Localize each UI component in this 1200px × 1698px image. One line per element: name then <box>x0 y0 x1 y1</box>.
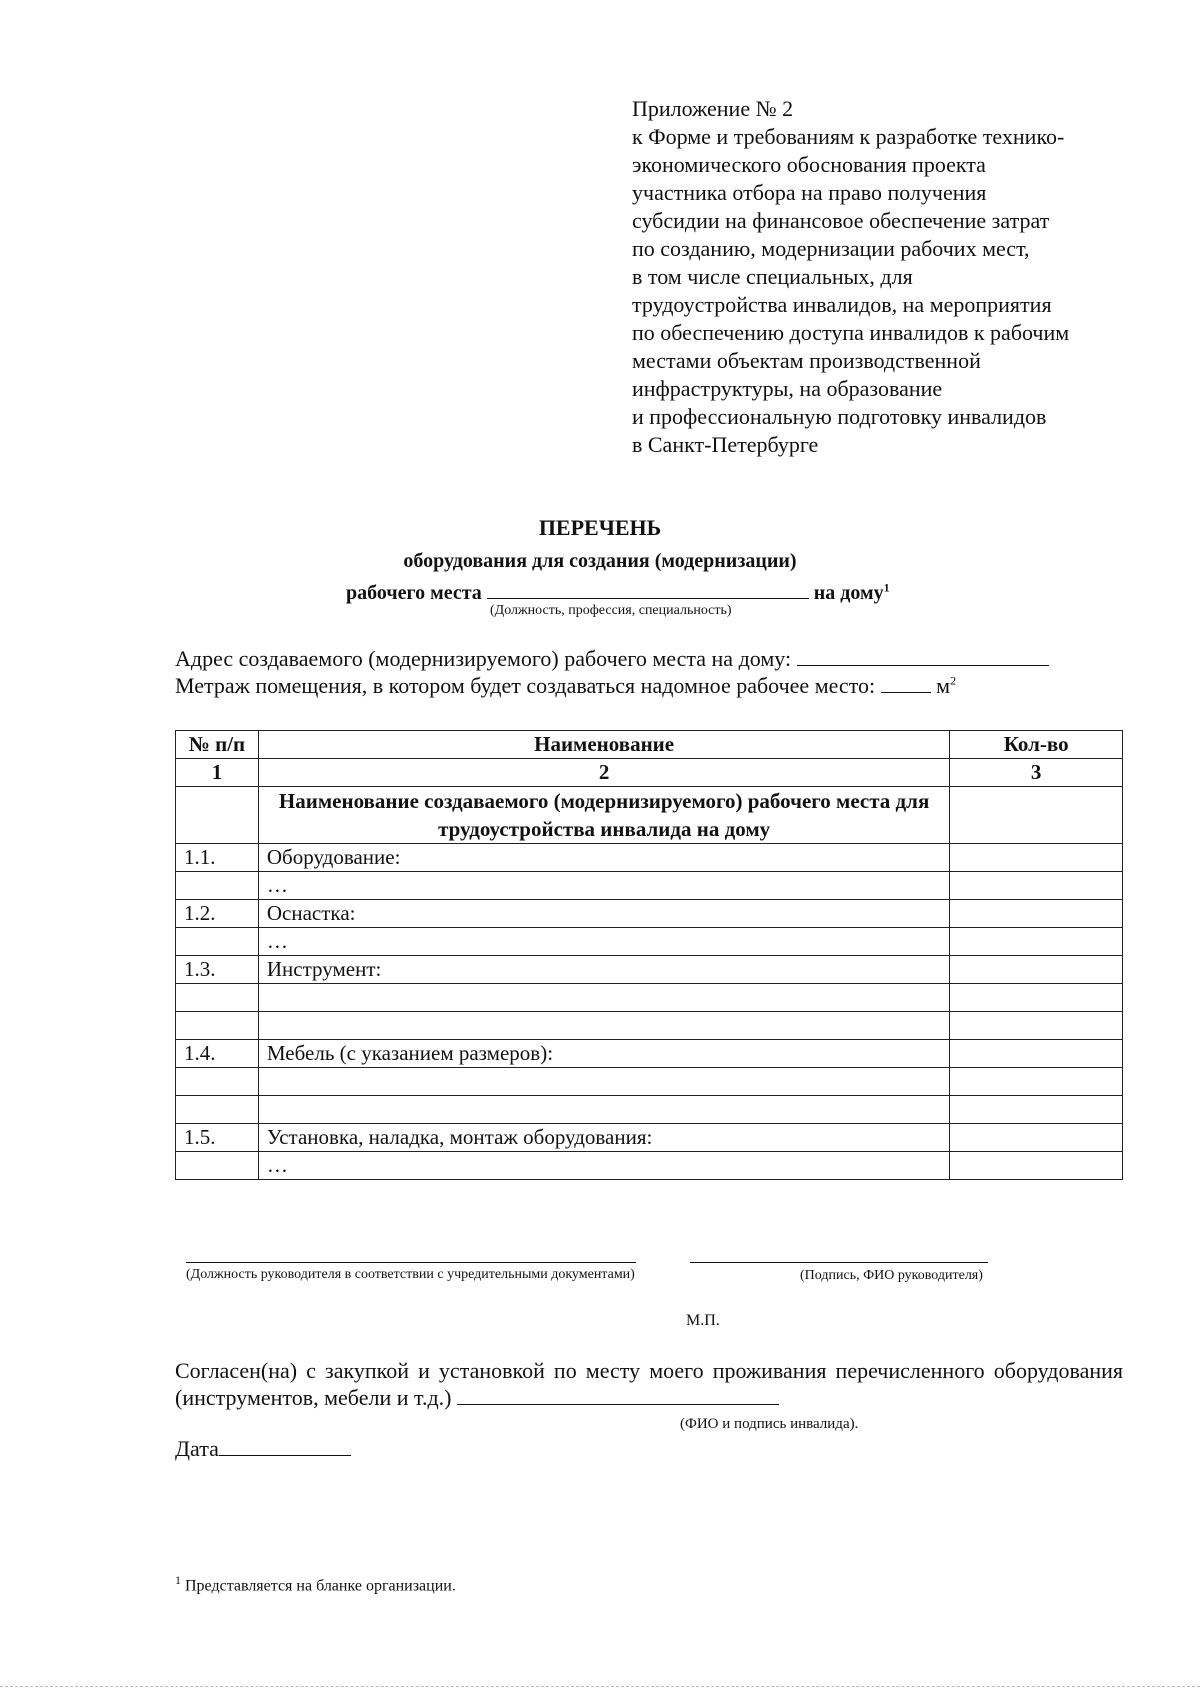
row-name: Инструмент: <box>258 956 949 984</box>
row-qty <box>950 1012 1123 1040</box>
date-label: Дата <box>175 1436 219 1461</box>
appendix-line: по обеспечению доступа инвалидов к рабочим <box>632 320 1070 345</box>
row-name: Оборудование: <box>258 844 949 872</box>
row-num: 1.2. <box>176 900 259 928</box>
index-2: 2 <box>258 759 949 787</box>
table-row <box>176 984 1123 1012</box>
row-num: 1.4. <box>176 1040 259 1068</box>
appendix-line: в том числе специальных, для <box>632 264 913 289</box>
document-subtitle: оборудования для создания (модернизации) <box>403 550 797 572</box>
section-row <box>176 787 1123 844</box>
address-blank <box>797 645 1049 666</box>
date-blank <box>219 1435 351 1456</box>
index-1: 1 <box>176 759 259 787</box>
table-row <box>176 1152 1123 1180</box>
footnote-text: Представляется на бланке организации. <box>185 1577 456 1595</box>
row-num <box>176 1068 259 1096</box>
area-unit: м <box>936 673 951 698</box>
row-name: Оснастка: <box>258 900 949 928</box>
row-name: Установка, наладка, монтаж оборудования: <box>258 1124 949 1152</box>
table-index-row <box>176 759 1123 787</box>
row-num: 1.3. <box>176 956 259 984</box>
row-num <box>176 984 259 1012</box>
table-row <box>176 928 1123 956</box>
position-signature-caption: (Должность руководителя в соответствии с учредительными документами) <box>186 1267 635 1282</box>
row-name: … <box>258 928 949 956</box>
table-row <box>176 956 1123 984</box>
index-3: 3 <box>950 759 1123 787</box>
area-line <box>175 672 956 699</box>
workplace-title-line <box>346 578 890 605</box>
footnote-mark: 1 <box>883 580 890 595</box>
area-unit-sup: 2 <box>950 673 957 688</box>
row-name <box>258 1068 949 1096</box>
appendix-line: трудоустройства инвалидов, на мероприятия <box>632 292 1052 317</box>
date-line <box>175 1435 351 1462</box>
appendix-line: экономического обоснования проекта <box>632 152 986 177</box>
row-name: … <box>258 1152 949 1180</box>
section-num <box>176 787 259 844</box>
row-name <box>258 984 949 1012</box>
address-line <box>175 645 1049 672</box>
appendix-line: в Санкт-Петербурге <box>632 432 819 457</box>
row-num <box>176 928 259 956</box>
row-qty <box>950 900 1123 928</box>
row-num <box>176 1096 259 1124</box>
director-signature-caption: (Подпись, ФИО руководителя) <box>800 1268 983 1283</box>
table-header-row <box>176 731 1123 759</box>
row-num: 1.5. <box>176 1124 259 1152</box>
appendix-line: Приложение № 2 <box>632 96 794 121</box>
row-qty <box>950 928 1123 956</box>
row-num: 1.1. <box>176 844 259 872</box>
director-signature-line <box>690 1262 988 1263</box>
table-row <box>176 872 1123 900</box>
document-title: ПЕРЕЧЕНЬ <box>538 515 662 540</box>
appendix-line: местами объектам производственной <box>632 348 981 373</box>
row-qty <box>950 1068 1123 1096</box>
row-name: Мебель (с указанием размеров): <box>258 1040 949 1068</box>
footnote-number: 1 <box>175 1573 181 1587</box>
row-qty <box>950 956 1123 984</box>
appendix-block <box>632 95 1152 459</box>
table-row <box>176 1124 1123 1152</box>
row-qty <box>950 1124 1123 1152</box>
row-qty <box>950 984 1123 1012</box>
table-row <box>176 1040 1123 1068</box>
equipment-table <box>175 730 1123 1180</box>
workplace-label: рабочего места <box>346 582 482 604</box>
table-row <box>176 1096 1123 1124</box>
table-row <box>176 1068 1123 1096</box>
consent-caption: (ФИО и подпись инвалида). <box>680 1416 859 1432</box>
row-qty <box>950 844 1123 872</box>
table-row <box>176 844 1123 872</box>
appendix-line: инфраструктуры, на образование <box>632 376 943 401</box>
consent-label: Согласен(на) с закупкой и установкой по месту моего проживания перечисленного оборудования (инструментов, мебели и т.д.) <box>175 1358 1123 1410</box>
position-caption: (Должность, профессия, специальность) <box>490 603 732 618</box>
row-qty <box>950 1040 1123 1068</box>
section-qty <box>950 787 1123 844</box>
row-qty <box>950 1152 1123 1180</box>
section-title: Наименование создаваемого (модернизируемого) рабочего места для трудоустройства инвалида на дому <box>258 787 949 844</box>
area-blank <box>881 672 931 693</box>
appendix-line: и профессиональную подготовку инвалидов <box>632 404 1047 429</box>
table-row <box>176 900 1123 928</box>
row-name <box>258 1012 949 1040</box>
header-name: Наименование <box>258 731 949 759</box>
row-qty <box>950 1096 1123 1124</box>
footnote <box>175 1573 456 1595</box>
table-row <box>176 1012 1123 1040</box>
appendix-line: к Форме и требованиям к разработке технико- <box>632 124 1065 149</box>
position-signature-line <box>186 1262 636 1263</box>
appendix-line: субсидии на финансовое обеспечение затрат <box>632 208 1050 233</box>
row-num <box>176 872 259 900</box>
row-num <box>176 1152 259 1180</box>
row-num <box>176 1012 259 1040</box>
stamp-label: М.П. <box>686 1312 720 1329</box>
address-label: Адрес создаваемого (модернизируемого) рабочего места на дому: <box>175 646 792 671</box>
position-blank <box>487 578 809 599</box>
area-label: Метраж помещения, в котором будет создаваться надомное рабочее место: <box>175 673 876 698</box>
header-qty: Кол-во <box>950 731 1123 759</box>
header-num: № п/п <box>176 731 259 759</box>
appendix-line: по созданию, модернизации рабочих мест, <box>632 236 1030 261</box>
row-name <box>258 1096 949 1124</box>
row-name: … <box>258 872 949 900</box>
consent-text <box>175 1357 1123 1411</box>
at-home-label: на дому <box>813 582 884 604</box>
row-qty <box>950 872 1123 900</box>
scan-edge-line <box>0 1686 1200 1687</box>
appendix-line: участника отбора на право получения <box>632 180 987 205</box>
consent-blank <box>457 1384 779 1405</box>
